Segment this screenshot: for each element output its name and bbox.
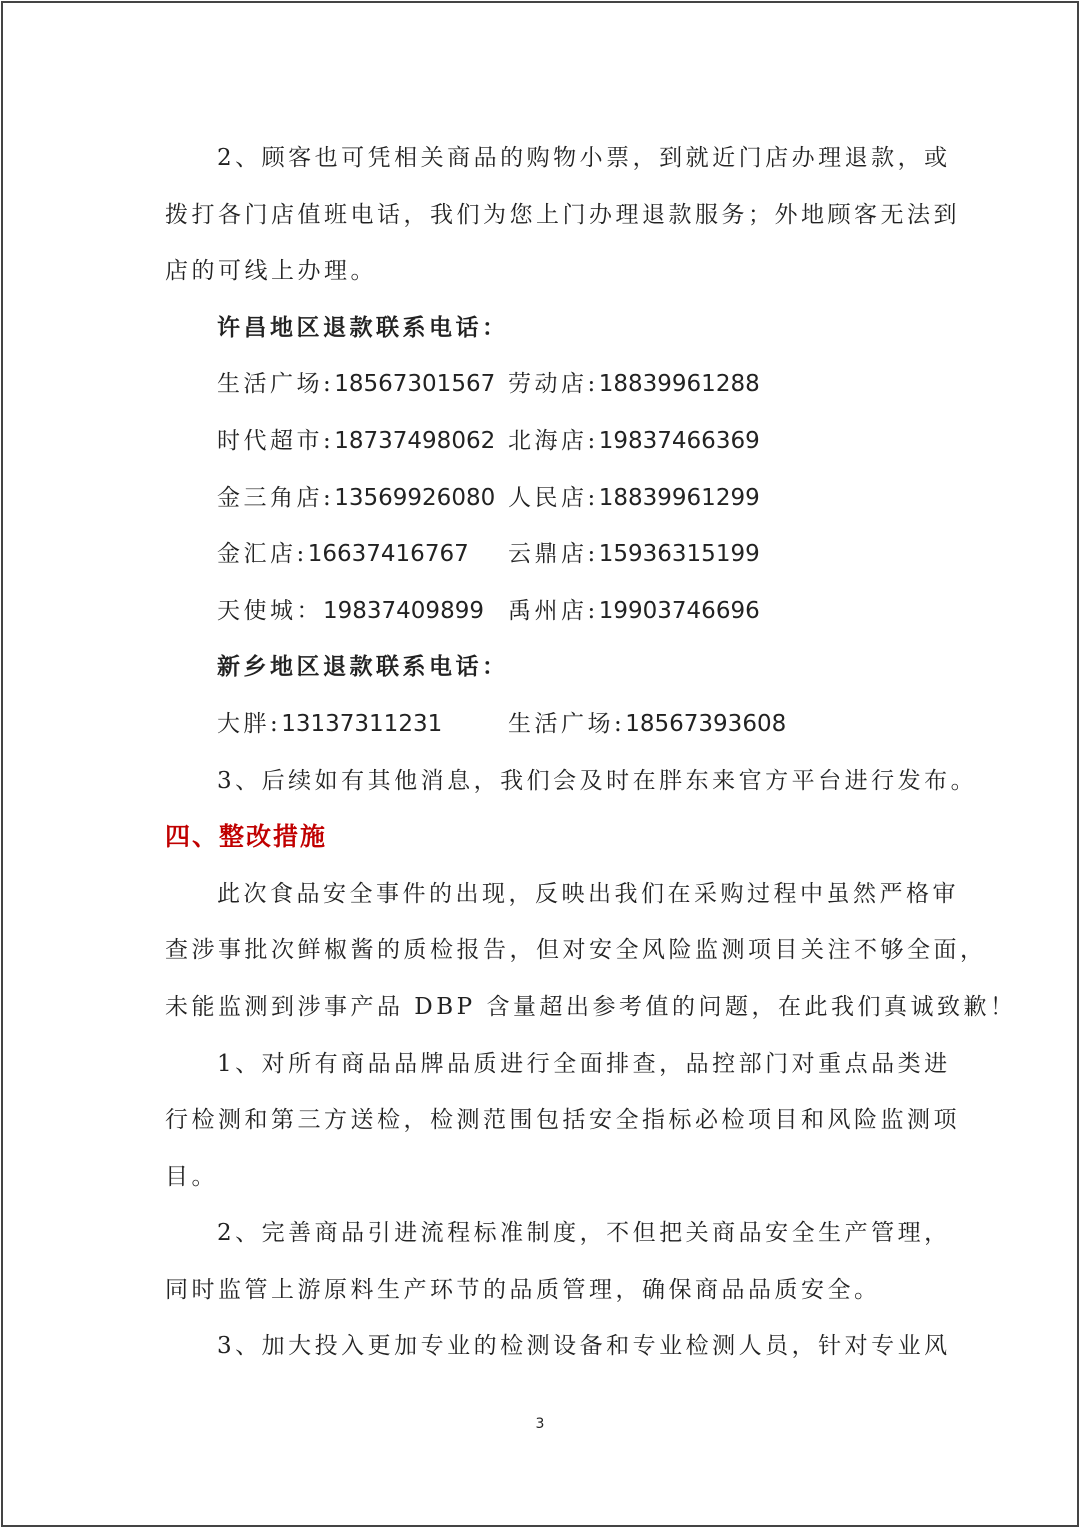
paragraph-2-line-1: 2、顾客也可凭相关商品的购物小票，到就近门店办理退款，或 [217,145,951,171]
contact-entry [217,470,508,527]
measure-1-line-1: 1、对所有商品品牌品质进行全面排查，品控部门对重点品类进 [217,1050,951,1077]
intro-line-2: 查涉事批次鲜椒酱的质检报告，但对安全风险监测项目关注不够全面， [165,937,987,964]
store-name: 劳动店: [508,371,599,398]
intro-line-3: 未能监测到涉事产品 DBP 含量超出参考值的问题，在此我们真诚致歉！ [165,993,1017,1020]
paragraph-3: 3、后续如有其他消息，我们会及时在胖东来官方平台进行发布。 [217,767,978,794]
store-name: 时代超市: [217,427,335,454]
contact-entry [217,413,508,470]
store-name: 北海店: [508,427,599,454]
paragraph-2-line-3: 店的可线上办理。 [165,258,377,285]
store-name: 大胖: [217,710,282,737]
contact-row [165,356,925,413]
phone-number: 19837409899 [323,597,484,624]
xinxiang-contacts-title: 新乡地区退款联系电话： [217,653,509,681]
contact-row [165,583,925,640]
contact-entry [508,413,760,470]
measure-1-line-3: 目。 [165,1163,218,1190]
contact-row [165,470,925,527]
measure-2-line-2: 同时监管上游原料生产环节的品质管理，确保商品品质安全。 [165,1276,881,1303]
phone-number: 18567301567 [334,371,496,398]
contact-row [165,526,925,583]
intro-line-1: 此次食品安全事件的出现，反映出我们在采购过程中虽然严格审 [217,880,959,907]
contact-entry [508,470,760,527]
store-name: 生活广场: [217,371,335,398]
paragraph-2-line-2: 拨打各门店值班电话，我们为您上门办理退款服务；外地顾客无法到 [165,201,960,228]
phone-number: 15936315199 [598,541,760,568]
store-name: 禹州店: [508,597,599,624]
contact-entry [508,696,786,753]
contact-entry [508,356,760,413]
contact-entry [217,583,508,640]
phone-number: 19837466369 [598,427,760,454]
contact-entry [508,526,760,583]
document-body [165,130,1017,1375]
store-name: 人民店: [508,484,599,511]
store-name: 金三角店: [217,484,335,511]
store-name: 云鼎店: [508,541,599,568]
contact-entry [508,583,760,640]
phone-number: 16637416767 [307,541,469,568]
page-number: 3 [535,1416,545,1432]
phone-number: 18839961299 [598,484,760,511]
contact-entry [217,526,508,583]
phone-number: 18567393608 [625,710,787,737]
phone-number: 18839961288 [598,371,760,398]
store-name: 天使城： [217,597,323,624]
xuchang-contacts-title: 许昌地区退款联系电话： [217,313,509,341]
store-name: 生活广场: [508,710,626,737]
phone-number: 18737498062 [334,427,496,454]
phone-number: 13137311231 [281,710,443,737]
contact-entry [217,356,508,413]
contact-row [165,413,925,470]
measure-2-line-1: 2、完善商品引进流程标准制度，不但把关商品安全生产管理， [217,1220,951,1247]
section-heading: 四、整改措施 [165,822,328,852]
contact-row [165,696,925,753]
measure-1-line-2: 行检测和第三方送检，检测范围包括安全指标必检项目和风险监测项 [165,1107,960,1134]
phone-number: 13569926080 [334,484,496,511]
contact-entry [217,696,508,753]
measure-3-line-1: 3、加大投入更加专业的检测设备和专业检测人员，针对专业风 [217,1333,951,1360]
phone-number: 19903746696 [598,597,760,624]
store-name: 金汇店: [217,541,308,568]
